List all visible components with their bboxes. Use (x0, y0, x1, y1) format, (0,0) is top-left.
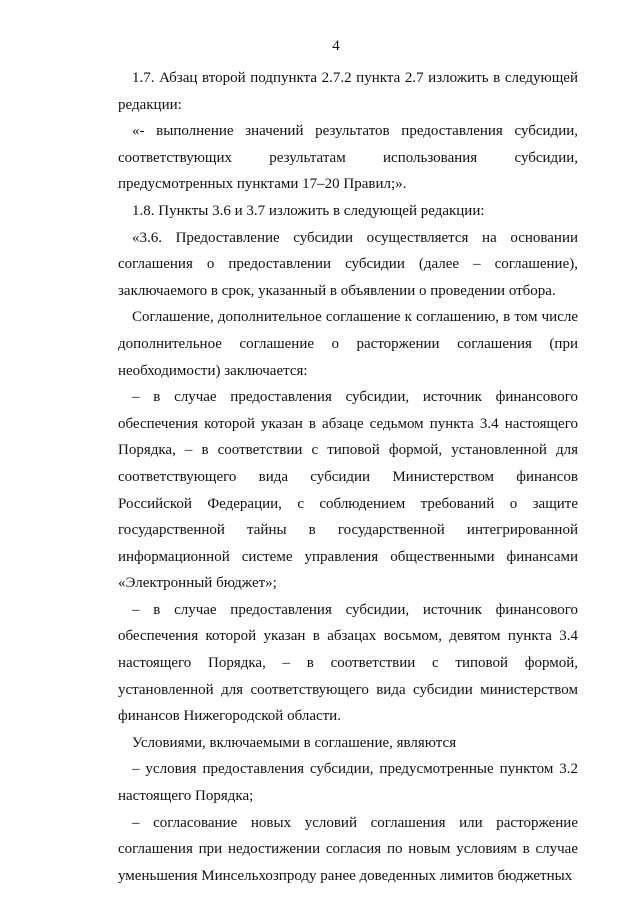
paragraph-case-regional: – в случае предоставления субсидии, источник финансового обеспечения которой указан в абзацах восьмом, девятом пункта 3.4 настоящего Порядка, – в соответствии с типовой формой, установленной для соответствующего вида субсидии министерством финансов Нижегородской области. (118, 601, 578, 725)
paragraph-agreement: Соглашение, дополнительное соглашение к соглашению, в том числе дополнительное соглашение о расторжении соглашения (при необходимости) заключается: (118, 309, 578, 379)
paragraph-quote-results: «- выполнение значений результатов предоставления субсидии, соответствующих результатам использования субсидии, предусмотренных пунктами 17–20 Правил;». (118, 123, 578, 193)
document-body (118, 65, 578, 889)
paragraph-condition-1: – условия предоставления субсидии, предусмотренные пунктом 3.2 настоящего Порядка; (118, 761, 578, 805)
paragraph-1-7: 1.7. Абзац второй подпункта 2.7.2 пункта 2.7 изложить в следующей редакции: (118, 70, 578, 113)
paragraph-case-federal: – в случае предоставления субсидии, источник финансового обеспечения которой указан в абзаце седьмом пункта 3.4 настоящего Порядка, – в соответствии с типовой формой, установленной для соответствующего вида субсидии Министерством финансов Российской Федерации, с соблюдением требований о защите государственной тайны в государственной интегрированной информационной системе управления общественными финансами «Электронный бюджет»; (118, 389, 578, 592)
paragraph-conditions-intro: Условиями, включаемыми в соглашение, являются (132, 734, 457, 751)
page-number: 4 (332, 38, 340, 54)
paragraph-1-8: 1.8. Пункты 3.6 и 3.7 изложить в следующей редакции: (132, 202, 485, 219)
paragraph-3-6: «3.6. Предоставление субсидии осуществляется на основании соглашения о предоставлении субсидии (далее – соглашение), заключаемого в срок, указанный в объявлении о проведении отбора. (118, 229, 578, 299)
paragraph-condition-2: – согласование новых условий соглашения или расторжение соглашения при недостижении согласия по новым условиям в случае уменьшения Минсельхозпроду ранее доведенных лимитов бюджетных (118, 814, 578, 884)
